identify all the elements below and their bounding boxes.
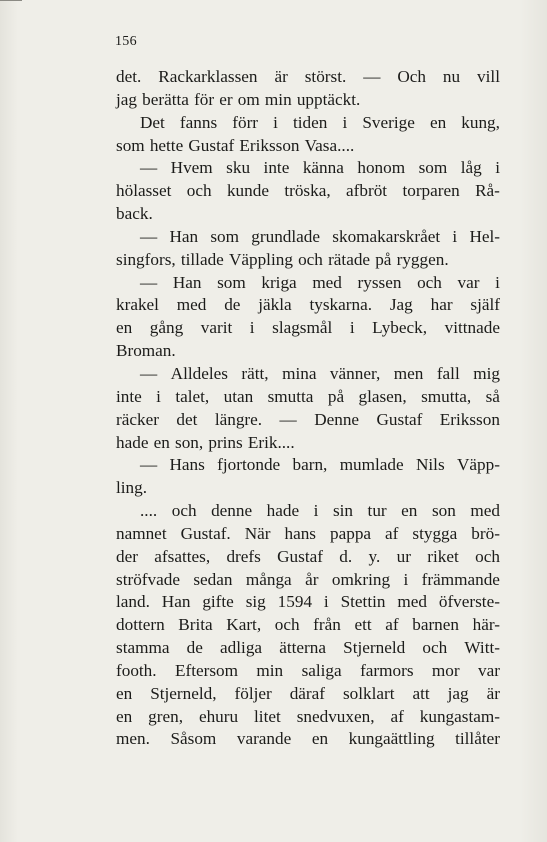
word: Och xyxy=(397,67,426,86)
text-line xyxy=(116,135,500,158)
word: Stettin xyxy=(340,592,386,612)
word: son xyxy=(431,501,456,521)
word: ling. xyxy=(116,478,148,498)
word: Hvem xyxy=(170,158,213,178)
word: längre. xyxy=(214,409,263,429)
word: pappa xyxy=(330,523,372,543)
word: rätt, xyxy=(241,363,269,383)
word: med xyxy=(312,272,342,292)
word: d. xyxy=(339,546,353,566)
word: var xyxy=(478,660,500,680)
word: Gustaf. xyxy=(180,523,231,543)
word: barnen xyxy=(412,615,459,635)
word: Eftersom xyxy=(174,660,238,680)
word: som xyxy=(116,135,145,155)
word: Han xyxy=(161,592,191,612)
word: Hel- xyxy=(469,226,500,246)
word: kriga xyxy=(261,272,297,292)
word: och xyxy=(475,546,500,566)
text-line xyxy=(116,683,500,706)
word: en xyxy=(116,683,133,703)
word: — xyxy=(363,67,381,86)
word: i xyxy=(403,569,409,589)
word: Såsom xyxy=(170,729,217,749)
word: Alldeles xyxy=(170,363,228,383)
text-line xyxy=(116,500,500,523)
word: min xyxy=(264,89,292,109)
word: af xyxy=(385,615,399,635)
word: footh. xyxy=(116,660,157,680)
word: kung, xyxy=(461,112,500,132)
word: gång xyxy=(149,318,184,338)
word: ryssen xyxy=(357,272,402,292)
word: namnet xyxy=(116,523,167,543)
word: förr xyxy=(232,112,259,132)
text-line xyxy=(116,660,500,683)
word: barn, xyxy=(292,455,328,475)
word: glasen, xyxy=(358,386,407,406)
word: är xyxy=(274,67,288,86)
word: Han xyxy=(172,272,202,292)
word: När xyxy=(244,523,271,543)
word: Kart, xyxy=(226,615,262,635)
word: i xyxy=(342,112,348,132)
word: mor xyxy=(431,660,460,680)
word: en xyxy=(116,706,133,726)
word: ströfvade xyxy=(116,569,180,589)
text-line xyxy=(116,569,500,592)
word: mumlade xyxy=(339,455,404,475)
word: de xyxy=(186,638,203,658)
body-text xyxy=(116,66,500,751)
word: drefs xyxy=(226,546,261,566)
word: en xyxy=(311,729,329,749)
word: fall xyxy=(436,363,460,383)
word: hans xyxy=(284,523,316,543)
text-line xyxy=(116,294,500,317)
word: afsattes, xyxy=(154,546,211,566)
text-line xyxy=(116,728,500,751)
word: men. xyxy=(116,729,150,749)
word: denne xyxy=(211,501,253,521)
word: sin xyxy=(332,501,354,521)
text-line xyxy=(116,637,500,660)
word: kunde xyxy=(226,181,269,201)
word: saliga xyxy=(301,660,342,680)
word: tröska, xyxy=(284,181,331,201)
word: Stjerneld, xyxy=(150,683,217,703)
word: fanns xyxy=(179,112,218,132)
word: jag xyxy=(447,683,469,703)
word: af xyxy=(385,523,399,543)
word: har xyxy=(430,295,453,315)
word: sku xyxy=(226,158,251,178)
word: ätterna xyxy=(279,638,326,658)
text-line xyxy=(116,66,500,89)
word: varit xyxy=(200,318,233,338)
text-line xyxy=(116,477,500,500)
word: själf xyxy=(470,295,500,315)
word: Jag xyxy=(389,295,413,315)
word: ur xyxy=(396,546,411,566)
word: smutta xyxy=(267,386,314,406)
word: år xyxy=(305,569,319,589)
word: i xyxy=(249,318,255,338)
word: slagsmål xyxy=(272,318,333,338)
word: berätta xyxy=(142,89,189,109)
text-line xyxy=(116,614,500,637)
word: Gustaf xyxy=(277,546,323,566)
word: var xyxy=(457,272,480,292)
word: — xyxy=(140,272,158,292)
word: Denne xyxy=(314,409,360,429)
word: honom xyxy=(357,158,406,178)
word: singfors, xyxy=(116,249,176,269)
word: afbröt xyxy=(346,181,388,201)
word: 1594 xyxy=(277,592,313,612)
word: och xyxy=(186,181,212,201)
word: här- xyxy=(472,615,500,635)
word: Väpp- xyxy=(456,455,500,475)
word: främmande xyxy=(421,569,500,589)
word: Erik.... xyxy=(247,432,295,452)
word: och xyxy=(171,501,197,521)
word: som xyxy=(418,158,448,178)
word: kungaättling xyxy=(348,729,435,749)
word: skomakarskrået xyxy=(332,226,441,246)
word: med xyxy=(176,295,207,315)
word: snedvuxen, xyxy=(296,706,375,726)
word: i xyxy=(273,112,278,132)
word: många xyxy=(245,569,292,589)
word: låg xyxy=(460,158,482,178)
word: följer xyxy=(234,683,272,703)
word: tiden xyxy=(292,112,328,132)
text-line xyxy=(116,523,500,546)
word: och xyxy=(417,272,442,292)
text-line xyxy=(116,317,500,340)
word: farmors xyxy=(360,660,414,680)
word: gren, xyxy=(148,706,184,726)
word: stygga xyxy=(412,523,458,543)
word: med xyxy=(470,501,500,521)
word: med xyxy=(397,592,427,612)
word: som xyxy=(217,272,246,292)
word: gifte xyxy=(202,592,234,612)
word: land. xyxy=(116,592,150,612)
word: jag xyxy=(116,89,137,109)
word: Nils xyxy=(415,455,445,475)
word: omkring xyxy=(331,569,391,589)
text-line xyxy=(116,272,500,295)
word: talet, xyxy=(175,386,210,406)
word: i xyxy=(452,226,458,246)
word: rätade xyxy=(328,249,371,269)
word: om xyxy=(237,89,260,109)
word: y. xyxy=(368,546,381,566)
word: Gustaf xyxy=(188,135,235,155)
word: af xyxy=(390,706,404,726)
word: back. xyxy=(116,204,153,224)
word: Witt- xyxy=(464,638,500,658)
word: Han xyxy=(169,226,199,246)
word: torparen xyxy=(402,181,460,201)
word: kungastam- xyxy=(419,706,500,726)
word: en xyxy=(116,318,133,338)
word: inte xyxy=(263,158,290,178)
word: på xyxy=(327,386,345,406)
word: ett xyxy=(354,615,372,635)
text-line xyxy=(116,409,500,432)
word: — xyxy=(140,158,158,178)
word: dottern xyxy=(116,615,165,635)
scan-corner-mark xyxy=(0,0,22,1)
text-line xyxy=(116,203,500,226)
word: i xyxy=(495,272,500,292)
text-line xyxy=(116,591,500,614)
text-line xyxy=(116,432,500,455)
word: Väppling xyxy=(228,249,293,269)
word: solklart xyxy=(342,683,395,703)
word: prins xyxy=(208,432,243,452)
word: grundlade xyxy=(251,226,321,246)
word: Det xyxy=(140,112,165,132)
text-line xyxy=(116,386,500,409)
word: riket xyxy=(427,546,459,566)
word: — xyxy=(279,409,297,429)
word: — xyxy=(140,226,158,246)
word: en xyxy=(401,501,418,521)
text-line xyxy=(116,157,500,180)
text-line xyxy=(116,340,500,363)
text-line xyxy=(116,226,500,249)
word: i xyxy=(495,158,500,178)
word: är xyxy=(486,683,500,703)
word: en xyxy=(153,432,170,452)
word: utan xyxy=(223,386,254,406)
word: sedan xyxy=(193,569,233,589)
word: nu xyxy=(442,67,461,86)
word: litet xyxy=(254,706,281,726)
word: störst. xyxy=(304,67,347,86)
word: Rackarklassen xyxy=(158,67,258,86)
text-line xyxy=(116,112,500,135)
word: det. xyxy=(116,67,142,86)
word: hade xyxy=(266,501,300,521)
word: i xyxy=(349,318,355,338)
text-line xyxy=(116,180,500,203)
word: sig xyxy=(245,592,266,612)
word: er xyxy=(219,89,233,109)
word: adliga xyxy=(220,638,263,658)
word: mig xyxy=(473,363,500,383)
word: Rå- xyxy=(475,181,500,201)
word: brö- xyxy=(471,523,500,543)
word: Stjerneld xyxy=(343,638,406,658)
word: .... xyxy=(140,501,158,521)
word: hölasset xyxy=(116,181,172,201)
text-line xyxy=(116,249,500,272)
word: Lybeck, xyxy=(372,318,428,338)
word: så xyxy=(485,386,500,406)
word: ryggen. xyxy=(396,249,449,269)
word: som xyxy=(210,226,240,246)
word: i xyxy=(323,592,329,612)
word: för xyxy=(194,89,215,109)
word: vänner, xyxy=(329,363,381,383)
word: jäkla xyxy=(258,295,292,315)
word: Eriksson xyxy=(439,409,500,429)
word: upptäckt. xyxy=(296,89,361,109)
word: vill xyxy=(477,67,500,86)
word: räcker xyxy=(116,409,159,429)
word: men xyxy=(393,363,424,383)
word: och xyxy=(422,638,448,658)
word: och xyxy=(298,249,323,269)
word: tyskarna. xyxy=(309,295,373,315)
text-line xyxy=(116,546,500,569)
word: fjortonde xyxy=(217,455,281,475)
word: och xyxy=(274,615,300,635)
word: från xyxy=(313,615,341,635)
word: — xyxy=(140,455,158,475)
word: Gustaf xyxy=(376,409,423,429)
word: hette xyxy=(149,135,184,155)
word: smutta, xyxy=(421,386,472,406)
word: Hans xyxy=(169,455,205,475)
word: tillåter xyxy=(455,729,500,749)
word: inte xyxy=(116,386,142,406)
word: — xyxy=(140,363,158,383)
word: der xyxy=(116,546,138,566)
word: Sverige xyxy=(362,112,415,132)
word: känna xyxy=(302,158,344,178)
word: varande xyxy=(236,729,292,749)
word: hade xyxy=(116,432,149,452)
word: Brita xyxy=(178,615,213,635)
word: på xyxy=(375,249,392,269)
word: det xyxy=(176,409,198,429)
text-line xyxy=(116,706,500,729)
word: stamma xyxy=(116,638,170,658)
word: mina xyxy=(282,363,317,383)
word: vittnade xyxy=(444,318,500,338)
word: krakel xyxy=(116,295,159,315)
word: ehuru xyxy=(198,706,239,726)
word: öfverste- xyxy=(438,592,500,612)
word: Broman. xyxy=(116,341,176,361)
text-line xyxy=(116,89,500,112)
word: Eriksson xyxy=(239,135,300,155)
text-line xyxy=(116,363,500,386)
word: son, xyxy=(175,432,204,452)
word: tur xyxy=(367,501,387,521)
text-line xyxy=(116,454,500,477)
page-number: 156 xyxy=(115,34,137,49)
word: de xyxy=(224,295,241,315)
word: Vasa.... xyxy=(304,135,355,155)
word: min xyxy=(256,660,284,680)
word: däraf xyxy=(289,683,325,703)
word: att xyxy=(412,683,430,703)
word: i xyxy=(313,501,319,521)
word: i xyxy=(156,386,161,406)
word: en xyxy=(429,112,447,132)
word: tillade xyxy=(180,249,224,269)
